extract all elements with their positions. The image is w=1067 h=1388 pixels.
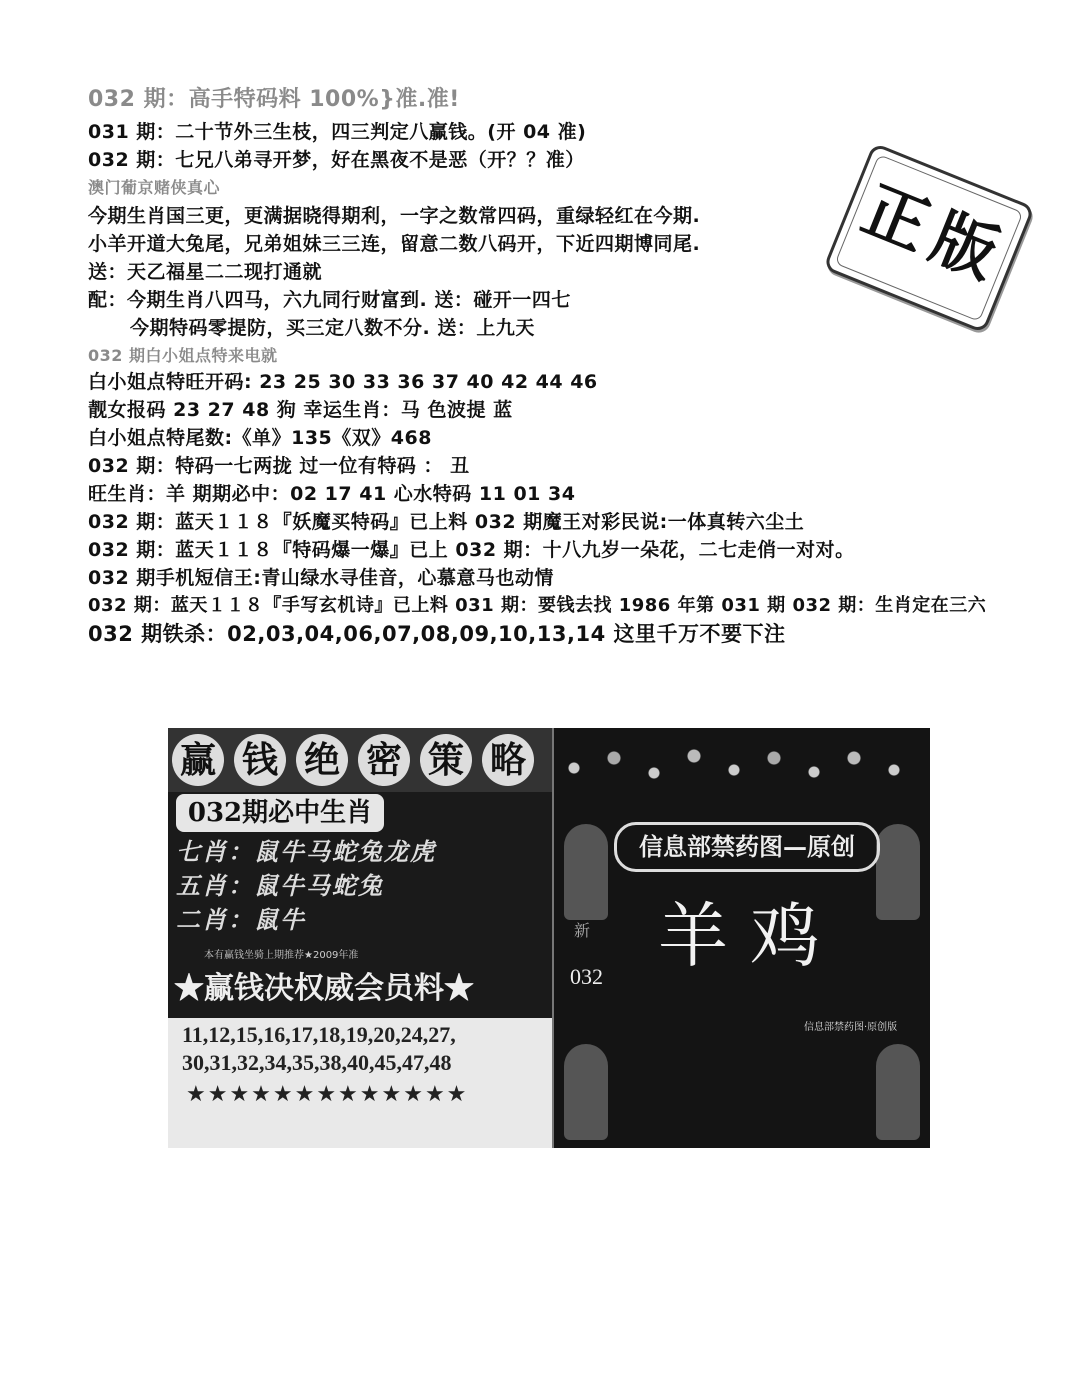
blue-sky-line-2: 032 期：蓝天１１８『特码爆一爆』已上 032 期：十八九岁一朵花，二七走俏一对对。 — [88, 539, 855, 561]
lucky-zodiac-line: 旺生肖：羊 期期必中：02 17 41 心水特码 11 01 34 — [88, 483, 576, 505]
star-rating-row: ★★★★★★★★★★★★★ — [186, 1082, 469, 1107]
promo-banner — [168, 728, 930, 1148]
banner-title-char-5: 策 — [420, 734, 472, 786]
tail-numbers-line: 白小姐点特尾数:《单》135《双》468 — [88, 427, 432, 449]
section-heading-bai: 032 期白小姐点特来电就 — [88, 346, 278, 365]
section-heading-macau: 澳门葡京赌侠真心 — [88, 178, 221, 197]
featured-zodiac: 羊鸡 — [658, 895, 842, 977]
pairing-line-1: 配：今期生肖八四马，六九同行财富到. 送：碰开一四七 — [88, 289, 571, 311]
flower-garland — [554, 728, 930, 798]
banner-title-char-4: 密 — [358, 734, 410, 786]
portrait-figure-bottom-right — [876, 1044, 920, 1140]
five-zodiac-row: 五肖：鼠牛马蛇兔 — [176, 871, 384, 900]
banner-title-char-1: 赢 — [172, 734, 224, 786]
must-win-zodiac-tag: 032期必中生肖 — [176, 794, 384, 832]
banner-marquee-text: 本有赢钱坐骑上期推荐★2009年准 — [204, 950, 359, 961]
pairing-line-2: 今期特码零提防，买三定八数不分. 送：上九天 — [130, 317, 535, 339]
banner-title-char-6: 略 — [482, 734, 534, 786]
line-032-prediction: 032 期：七兄八弟寻开梦，好在黑夜不是恶（开？？准） — [88, 149, 585, 171]
page-title: 032 期：高手特码料 100%}准.准! — [88, 87, 460, 112]
stamp-char-1: 正 — [852, 171, 940, 266]
girl-report-line: 靓女报码 23 27 48 狗 幸运生肖：马 色波提 蓝 — [88, 399, 513, 421]
banner-title-char-3: 绝 — [296, 734, 348, 786]
issue-number: 032 — [570, 964, 603, 989]
poem-line-2: 小羊开道大兔尾，兄弟姐妹三三连，留意二数八码开，下近四期博同尾. — [88, 233, 701, 255]
blue-sky-line-1: 032 期：蓝天１１８『妖魔买特码』已上料 032 期魔王对彩民说:一体真转六尘土 — [88, 511, 805, 533]
banner-left-panel — [168, 728, 552, 1148]
banner-title-strip — [168, 728, 552, 792]
side-char: 新 — [574, 921, 591, 940]
member-data-bar — [168, 960, 552, 1020]
number-list-box — [168, 1018, 552, 1148]
number-list-row-2: 30,31,32,34,35,38,40,45,47,48 — [182, 1050, 452, 1075]
gift-line: 送：天乙福星二二现打通就 — [88, 261, 323, 283]
poem-line-1: 今期生肖国三更，更满据晓得期利，一字之数常四码，重绿轻红在今期. — [88, 205, 701, 227]
portrait-figure-top-right — [876, 824, 920, 920]
sms-king-line: 032 期手机短信王:青山绿水寻佳音，心慕意马也动情 — [88, 567, 554, 589]
line-031-prediction: 031 期：二十节外三生枝，四三判定八赢钱。(开 04 准) — [88, 121, 587, 143]
member-data-bar-text: ★赢钱决权威会员料★ — [174, 971, 474, 1006]
kill-numbers-line: 032 期铁杀：02,03,04,06,07,08,09,10,13,14 这里千万不要下注 — [88, 622, 786, 646]
stamp-char-2: 版 — [920, 199, 1009, 294]
banner-title-char-2: 钱 — [234, 734, 286, 786]
blue-sky-line-3: 032 期：蓝天１１８『手写玄机诗』已上料 031 期：要钱去找 1986 年第 031 期 032 期：生肖定在三六 — [88, 595, 987, 616]
number-list-row-1: 11,12,15,16,17,18,19,20,24,27, — [182, 1022, 456, 1047]
portrait-figure-bottom-left — [564, 1044, 608, 1140]
special-code-line: 032 期：特码一七两拢 过一位有特码 ： 丑 — [88, 455, 470, 477]
info-badge: 信息部禁药图—原创 — [614, 822, 880, 872]
bai-hot-numbers: 白小姐点特旺开码: 23 25 30 33 36 37 40 42 44 46 — [88, 371, 598, 393]
portrait-figure-top-left — [564, 824, 608, 920]
official-stamp — [823, 142, 1035, 333]
banner-right-panel — [554, 728, 930, 1148]
seven-zodiac-row: 七肖：鼠牛马蛇兔龙虎 — [176, 837, 436, 866]
banner-caption: 信息部禁药图·原创版 — [804, 1022, 898, 1033]
two-zodiac-row: 二肖：鼠牛 — [176, 905, 306, 934]
